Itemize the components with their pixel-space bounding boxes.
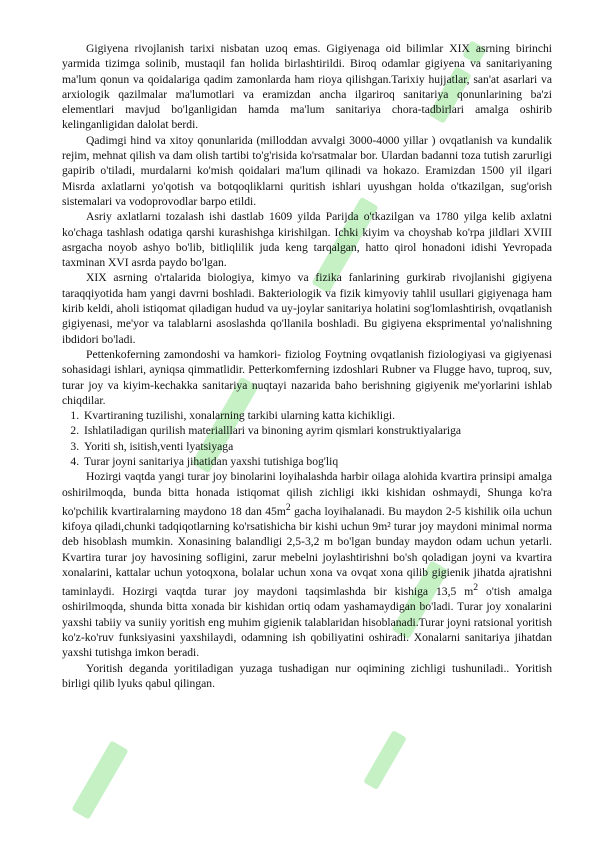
superscript: 2: [473, 582, 479, 594]
paragraph-text: gacha loyihalanadi. Bu maydon 2-5 kishilik oila uchun kifoya qiladi,chunki tadqiqotlarning ko'rsatishicha bir kishi uchun 9m² turar joy maydoni minimal norma deb hisoblash mumkin. Xonasining balandligi 2,5-3,2 m bo'lgan bunday maydon odam uchun yetarli. Kvartira turar joy havosining sofligini, zarur mebelni joylashtirishni bo'sh qoladigan joyni va kvartira xonalarini, kattalar uchun yotoqxona, bolalar uchun xona va ovqat xona qilib gigienik jihatda ajratishni taminlaydi. Hozirgi vaqtda turar joy maydoni taqsimlashda bir kishiga 13,5 m: [62, 504, 552, 599]
paragraph: Qadimgi hind va xitoy qonunlarida (milloddan avvalgi 3000-4000 yillar ) ovqatlanish va kundalik rejim, mehnat qilish va dam olish tartibi to'g'risida ko'rsatmalar bor. Ulardan badanni toza tutish zarurligi gapirib o'tiladi, murdalarni ko'mish qoidalari ma'lum qilinadi va hokazo. Eramizdan 1500 yil ilgari Misrda axlatlarni yo'qotish va botqoqliklarni quritish ishlari uyushgan holda o'tkazilgan, sug'orish sistemalari va vodoprovodlar barpo etildi.: [62, 133, 552, 208]
watermark-bar: [363, 730, 407, 790]
list-item: 2. Ishlatiladigan qurilish materialllari va binoning ayrim qismlari konstruktiyalariga: [82, 423, 552, 438]
paragraph-text: o'tish amalga oshirilmoqda, shunda bitta xonada bir kishidan ortiq odam yashamaydigan bo'ladi. Turar joy xonalarini yaxshi tabiiy va suniiy yoritish eng muhim gigienik talablaridan hisoblanadi.Turar joyni ratsional yoritish ko'z-ko'ruv funksiyasini yaxshilaydi, odamning ish qobiliyatini oshiradi. Xonalarni sanitariya jihatdan yaxshi tutishga imkon beradi.: [62, 585, 552, 660]
paragraph: Gigiyena rivojlanish tarixi nisbatan uzoq emas. Gigiyenaga oid bilimlar XIX asrning birinchi yarmida tizimga solinib, mustaqil fan holida birlashtirildi. Biroq odamlar gigiyena va sanitariyaning ma'lum qonun va qoidalariga qadim zamonlarda ham rioya qilishgan.Tarixiy hujjatlar, san'at asarlari va arxiologik qazilmalar ma'lumotlari va eramizdan ancha ilgariroq sanitariya qonunlarining ba'zi elementlari mavjud bo'lganligidan hamda ma'lum sanitariya chora-tadbirlari amalga oshirib kelinganligidan dalolat berdi.: [62, 42, 552, 132]
paragraph: Pettenkoferning zamondoshi va hamkori- fiziolog Foytning ovqatlanish fiziologiyasi va gigiyenasi sohasidagi ishlari, ayniqsa qimmatlidir. Petterkomferning izdoshlari Rubner va Flugge havo, tuproq, suv, turar joy va kiyim-kechakka sanitariya nuqtayi nazarida baho berishning gigiyenik me'yorlarini ishlab chiqdilar.: [62, 347, 552, 407]
paragraph-text: Hozirgi vaqtda yangi turar joy binolarini loyihalashda harbir oilaga alohida kvartira prinsipi amalga oshirilmoqda, bunda bitta honada istiqomat qilish zichligi ikki kishidan oshmaydi, Shunga ko'ra ko'pchilik kvartiralarning maydono 18 dan 45m: [62, 470, 552, 518]
paragraph: Asriy axlatlarni tozalash ishi dastlab 1609 yilda Parijda o'tkazilgan va 1780 yilga kelib axlatni ko'chaga tashlash odatiga qarshi kurashishga kirishilgan. Ichki kiyim va choyshab ko'rpa jildlari XVIII asrgacha noyob ashyo bo'lib, bitliqlilik juda keng tarqalgan, hatto qirol honadoni idishi Yevropada taxminan XVI asrda paydo bo'lgan.: [62, 210, 552, 270]
list-item: 4. Turar joyni sanitariya jihatidan yaxshi tutishiga bog'liq: [82, 454, 552, 469]
list-item: 1. Kvartiraning tuzilishi, xonalarning tarkibi ularning katta kichikligi.: [82, 408, 552, 423]
watermark-bar: [71, 740, 128, 819]
paragraph: [62, 469, 552, 660]
document-body: [62, 41, 552, 691]
list-item: 3. Yoriti sh, isitish,venti lyatsiyaga: [82, 439, 552, 454]
paragraph: Yoritish deganda yoritiladigan yuzaga tushadigan nur oqimining zichligi tushuniladi.. Yoritish birligi qilib lyuks qabul qilingan.: [62, 661, 552, 690]
paragraph: XIX asrning o'rtalarida biologiya, kimyo va fizika fanlarining gurkirab rivojlanishi gigiyena taraqqiyotida ham yangi davrni boshladi. Bakteriologik va fizik kimyoviy tahlil usullari gigiyenaga ham kirib keldi, aholi istiqomat qiladigan hudud va uy-joylar sanitariya holatini sog'lomlashtirish, ovqatlanish gigiyenasi, me'yor va talablarni asoslashda qo'llanila boshladi. Bu gigiyena eksprimental yo'nalishning ibdidori bo'ladi.: [62, 271, 552, 346]
superscript: 2: [285, 501, 291, 513]
numbered-list: [62, 408, 552, 469]
